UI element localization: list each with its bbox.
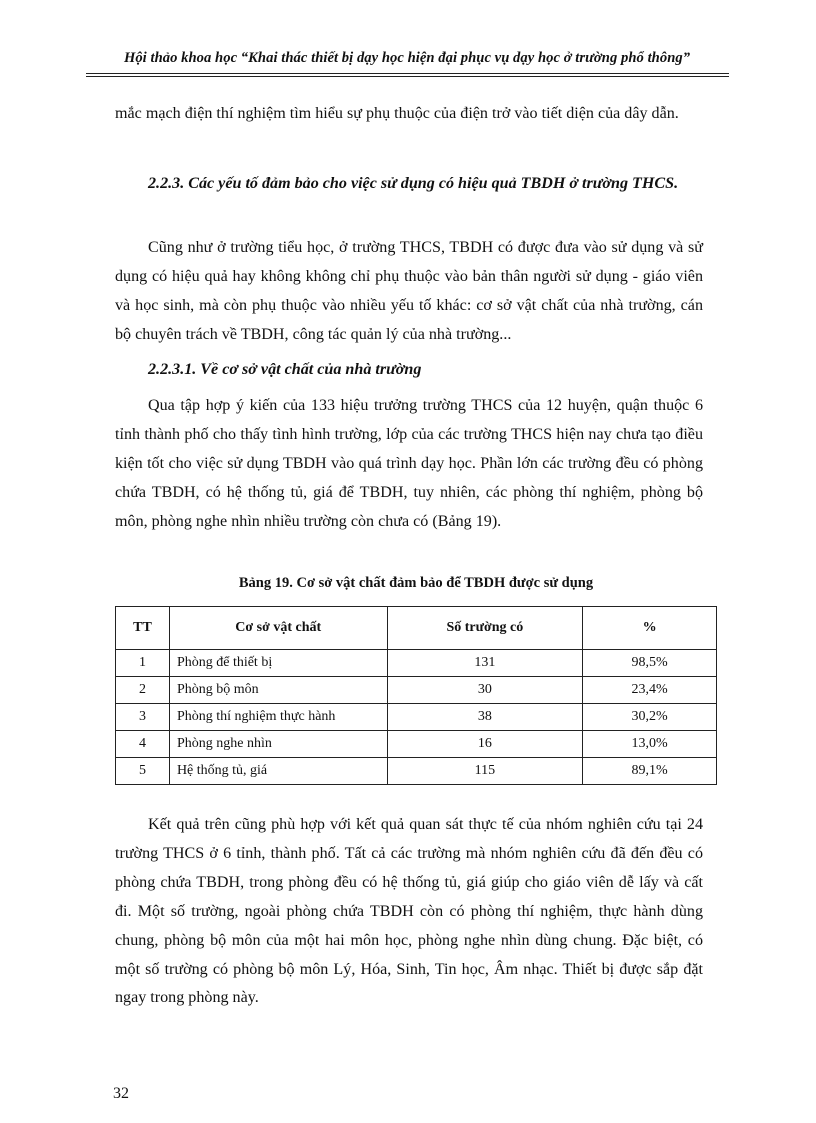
section-223-paragraph: Cũng như ở trường tiểu học, ở trường THCS, TBDH có được đưa vào sử dụng và sử dụng có hiệu quả hay không không chỉ phụ thuộc vào bản thân người sử dụng - giáo viên và học sinh, mà còn phụ thuộc vào nhiều yếu tố khác: cơ sở vật chất của nhà trường, cán bộ chuyên trách về TBDH, công tác quản lý của nhà trường... bbox=[115, 239, 703, 343]
facilities-table bbox=[115, 606, 717, 785]
intro-block bbox=[115, 100, 703, 129]
table-row bbox=[116, 650, 717, 677]
col-header-tt: TT bbox=[116, 607, 170, 650]
cell-facility: Phòng thí nghiệm thực hành bbox=[169, 704, 387, 731]
cell-facility: Phòng để thiết bị bbox=[169, 650, 387, 677]
section-223-heading: 2.2.3. Các yếu tố đảm bảo cho việc sử dụng có hiệu quả TBDH ở trường THCS. bbox=[148, 175, 679, 192]
page-number: 32 bbox=[113, 1085, 129, 1102]
intro-paragraph: mắc mạch điện thí nghiệm tìm hiểu sự phụ thuộc của điện trở vào tiết diện của dây dẫn. bbox=[115, 105, 679, 122]
col-header-percent: % bbox=[583, 607, 717, 650]
cell-facility: Hệ thống tủ, giá bbox=[169, 758, 387, 785]
section-2231-paragraph: Qua tập hợp ý kiến của 133 hiệu trưởng trường THCS của 12 huyện, quận thuộc 6 tỉnh thành phố cho thấy tình hình trường, lớp của các trường THCS hiện nay chưa tạo điều kiện tốt cho việc sử dụng TBDH vào quá trình dạy học. Phần lớn các trường đều có phòng chứa TBDH, có hệ thống tủ, giá để TBDH, tuy nhiên, các phòng thí nghiệm, phòng bộ môn, phòng nghe nhìn nhiều trường còn chưa có (Bảng 19). bbox=[115, 397, 703, 530]
table-caption: Bảng 19. Cơ sở vật chất đảm bảo để TBDH được sử dụng bbox=[238, 575, 594, 591]
cell-tt: 3 bbox=[116, 704, 170, 731]
cell-count: 30 bbox=[387, 677, 583, 704]
cell-percent: 89,1% bbox=[583, 758, 717, 785]
cell-count: 115 bbox=[387, 758, 583, 785]
cell-count: 16 bbox=[387, 731, 583, 758]
running-header: Hội thảo khoa học “Khai thác thiết bị dạy học hiện đại phục vụ dạy học ở trường phổ thông” bbox=[123, 50, 691, 66]
table-row bbox=[116, 731, 717, 758]
section-2231-heading: 2.2.3.1. Về cơ sở vật chất của nhà trường bbox=[148, 361, 422, 378]
cell-percent: 98,5% bbox=[583, 650, 717, 677]
section-223-body bbox=[115, 234, 703, 350]
cell-tt: 5 bbox=[116, 758, 170, 785]
cell-percent: 13,0% bbox=[583, 731, 717, 758]
table-header-row bbox=[116, 607, 717, 650]
cell-facility: Phòng nghe nhìn bbox=[169, 731, 387, 758]
cell-percent: 30,2% bbox=[583, 704, 717, 731]
section-2231-block bbox=[115, 356, 703, 385]
table-row bbox=[116, 704, 717, 731]
col-header-facility: Cơ sở vật chất bbox=[169, 607, 387, 650]
cell-tt: 4 bbox=[116, 731, 170, 758]
section-223-block bbox=[115, 170, 703, 199]
col-header-count: Số trường có bbox=[387, 607, 583, 650]
cell-percent: 23,4% bbox=[583, 677, 717, 704]
cell-facility: Phòng bộ môn bbox=[169, 677, 387, 704]
header-rule bbox=[86, 73, 729, 77]
conclusion-block bbox=[115, 811, 703, 1013]
cell-tt: 2 bbox=[116, 677, 170, 704]
table-row bbox=[116, 758, 717, 785]
section-2231-body bbox=[115, 392, 703, 537]
table-row bbox=[116, 677, 717, 704]
conclusion-paragraph: Kết quả trên cũng phù hợp với kết quả quan sát thực tế của nhóm nghiên cứu tại 24 trường THCS ở 6 tỉnh, thành phố. Tất cả các trường mà nhóm nghiên cứu đã đến đều có phòng chứa TBDH, trong phòng đều có hệ thống tủ, giá giúp cho giáo viên dễ lấy và cất đi. Một số trường, ngoài phòng chứa TBDH còn có phòng thí nghiệm, thực hành dùng chung, phòng bộ môn của một hai môn học, phòng nghe nhìn dùng chung. Đặc biệt, có một số trường có phòng bộ môn Lý, Hóa, Sinh, Tin học, Âm nhạc. Thiết bị được sắp đặt ngay trong phòng này. bbox=[115, 816, 703, 1007]
cell-count: 38 bbox=[387, 704, 583, 731]
cell-tt: 1 bbox=[116, 650, 170, 677]
cell-count: 131 bbox=[387, 650, 583, 677]
